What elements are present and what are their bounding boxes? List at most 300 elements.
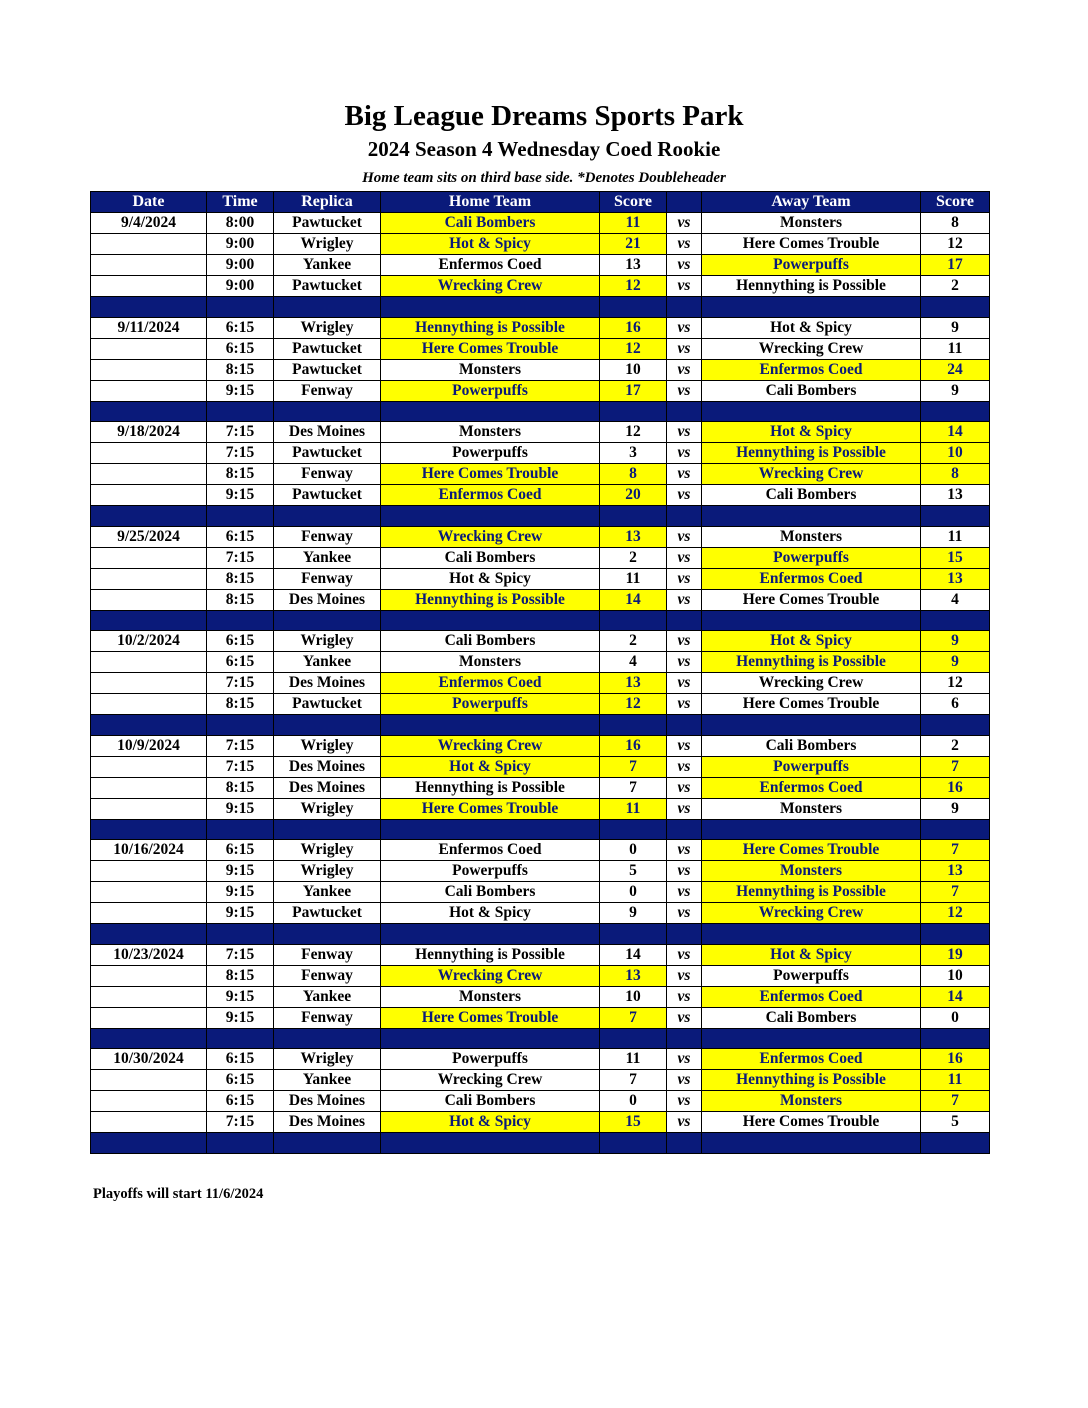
vs-label: vs	[667, 338, 702, 359]
separator-cell	[207, 819, 274, 840]
game-field: Des Moines	[274, 777, 381, 798]
col-header-time: Time	[207, 192, 274, 213]
away-team: Cali Bombers	[702, 1007, 921, 1028]
home-score: 11	[600, 568, 667, 589]
game-time: 6:15	[207, 840, 274, 861]
home-team: Here Comes Trouble	[381, 1007, 600, 1028]
game-field: Yankee	[274, 882, 381, 903]
vs-label: vs	[667, 464, 702, 485]
separator-cell	[600, 297, 667, 318]
away-score: 7	[921, 882, 990, 903]
home-score: 12	[600, 338, 667, 359]
separator-cell	[667, 297, 702, 318]
game-date: 9/18/2024	[91, 422, 207, 443]
away-score: 12	[921, 673, 990, 694]
home-team: Hot & Spicy	[381, 234, 600, 255]
col-header-vs	[667, 192, 702, 213]
game-time: 7:15	[207, 422, 274, 443]
game-time: 6:15	[207, 317, 274, 338]
home-team: Cali Bombers	[381, 882, 600, 903]
away-score: 8	[921, 213, 990, 234]
game-date	[91, 485, 207, 506]
game-field: Fenway	[274, 965, 381, 986]
page-subtitle: 2024 Season 4 Wednesday Coed Rookie	[367, 137, 721, 161]
game-time: 7:15	[207, 443, 274, 464]
away-team: Hot & Spicy	[702, 422, 921, 443]
game-date	[91, 756, 207, 777]
vs-label: vs	[667, 944, 702, 965]
vs-label: vs	[667, 735, 702, 756]
game-field: Pawtucket	[274, 359, 381, 380]
game-field: Yankee	[274, 652, 381, 673]
game-date: 10/2/2024	[91, 631, 207, 652]
home-score: 2	[600, 547, 667, 568]
away-team: Enfermos Coed	[702, 359, 921, 380]
game-date	[91, 1070, 207, 1091]
table-row	[91, 317, 990, 338]
home-score: 16	[600, 735, 667, 756]
separator-cell	[702, 1028, 921, 1049]
home-team: Enfermos Coed	[381, 840, 600, 861]
game-date: 10/30/2024	[91, 1049, 207, 1070]
game-date	[91, 568, 207, 589]
game-field: Des Moines	[274, 1112, 381, 1133]
game-time: 9:15	[207, 798, 274, 819]
separator-cell	[274, 610, 381, 631]
separator-cell	[600, 1028, 667, 1049]
game-date	[91, 1007, 207, 1028]
col-header-away-score: Score	[921, 192, 990, 213]
home-score: 16	[600, 317, 667, 338]
table-row	[91, 965, 990, 986]
separator-cell	[667, 1133, 702, 1154]
away-team: Hot & Spicy	[702, 944, 921, 965]
home-score: 7	[600, 756, 667, 777]
separator-cell	[600, 401, 667, 422]
vs-label: vs	[667, 547, 702, 568]
home-team: Hennything is Possible	[381, 944, 600, 965]
game-date	[91, 276, 207, 297]
separator-cell	[91, 401, 207, 422]
separator-cell	[381, 1133, 600, 1154]
separator-cell	[381, 715, 600, 736]
away-score: 11	[921, 338, 990, 359]
table-row	[91, 861, 990, 882]
separator-cell	[91, 819, 207, 840]
home-score: 12	[600, 422, 667, 443]
home-score: 7	[600, 1007, 667, 1028]
game-time: 8:15	[207, 568, 274, 589]
table-row	[91, 589, 990, 610]
home-team: Enfermos Coed	[381, 485, 600, 506]
vs-label: vs	[667, 882, 702, 903]
game-date	[91, 673, 207, 694]
separator-cell	[921, 506, 990, 527]
game-time: 6:15	[207, 631, 274, 652]
away-score: 12	[921, 903, 990, 924]
vs-label: vs	[667, 798, 702, 819]
away-score: 10	[921, 443, 990, 464]
game-field: Des Moines	[274, 756, 381, 777]
table-row	[91, 547, 990, 568]
vs-label: vs	[667, 317, 702, 338]
game-field: Wrigley	[274, 798, 381, 819]
separator-cell	[207, 1028, 274, 1049]
game-field: Pawtucket	[274, 694, 381, 715]
away-team: Powerpuffs	[702, 255, 921, 276]
away-team: Hennything is Possible	[702, 882, 921, 903]
game-field: Yankee	[274, 547, 381, 568]
home-team: Enfermos Coed	[381, 255, 600, 276]
away-score: 7	[921, 840, 990, 861]
game-field: Des Moines	[274, 422, 381, 443]
separator-cell	[921, 610, 990, 631]
away-team: Hennything is Possible	[702, 1070, 921, 1091]
game-date	[91, 694, 207, 715]
away-score: 14	[921, 986, 990, 1007]
col-header-away-team: Away Team	[702, 192, 921, 213]
vs-label: vs	[667, 694, 702, 715]
game-field: Fenway	[274, 1007, 381, 1028]
week-separator-row	[91, 506, 990, 527]
away-team: Cali Bombers	[702, 485, 921, 506]
separator-cell	[381, 924, 600, 945]
vs-label: vs	[667, 380, 702, 401]
table-row	[91, 882, 990, 903]
game-time: 7:15	[207, 673, 274, 694]
game-time: 9:15	[207, 882, 274, 903]
separator-cell	[207, 401, 274, 422]
game-time: 9:15	[207, 861, 274, 882]
table-row	[91, 213, 990, 234]
separator-cell	[381, 1028, 600, 1049]
table-row	[91, 276, 990, 297]
away-score: 8	[921, 464, 990, 485]
game-time: 9:15	[207, 986, 274, 1007]
week-separator-row	[91, 1133, 990, 1154]
table-row	[91, 944, 990, 965]
away-score: 7	[921, 756, 990, 777]
vs-label: vs	[667, 673, 702, 694]
table-row	[91, 234, 990, 255]
away-team: Here Comes Trouble	[702, 589, 921, 610]
away-team: Cali Bombers	[702, 380, 921, 401]
game-date	[91, 338, 207, 359]
separator-cell	[702, 506, 921, 527]
away-team: Wrecking Crew	[702, 464, 921, 485]
table-row	[91, 1091, 990, 1112]
home-team: Monsters	[381, 652, 600, 673]
home-score: 3	[600, 443, 667, 464]
game-field: Des Moines	[274, 1091, 381, 1112]
vs-label: vs	[667, 443, 702, 464]
separator-cell	[702, 819, 921, 840]
table-row	[91, 840, 990, 861]
vs-label: vs	[667, 422, 702, 443]
separator-cell	[667, 924, 702, 945]
table-row	[91, 464, 990, 485]
home-team: Here Comes Trouble	[381, 464, 600, 485]
separator-cell	[207, 610, 274, 631]
game-field: Wrigley	[274, 840, 381, 861]
away-score: 2	[921, 276, 990, 297]
vs-label: vs	[667, 1007, 702, 1028]
game-field: Fenway	[274, 568, 381, 589]
table-row	[91, 631, 990, 652]
vs-label: vs	[667, 1070, 702, 1091]
game-field: Des Moines	[274, 673, 381, 694]
game-time: 6:15	[207, 1091, 274, 1112]
home-score: 13	[600, 526, 667, 547]
vs-label: vs	[667, 568, 702, 589]
header-note: Home team sits on third base side. *Denotes Doubleheader	[362, 170, 726, 186]
table-row	[91, 338, 990, 359]
vs-label: vs	[667, 756, 702, 777]
game-field: Pawtucket	[274, 213, 381, 234]
vs-label: vs	[667, 652, 702, 673]
game-date	[91, 234, 207, 255]
separator-cell	[702, 401, 921, 422]
game-date	[91, 986, 207, 1007]
game-field: Pawtucket	[274, 485, 381, 506]
vs-label: vs	[667, 526, 702, 547]
away-score: 10	[921, 965, 990, 986]
away-score: 5	[921, 1112, 990, 1133]
game-field: Wrigley	[274, 317, 381, 338]
game-date	[91, 464, 207, 485]
table-row	[91, 1007, 990, 1028]
vs-label: vs	[667, 861, 702, 882]
home-team: Hennything is Possible	[381, 777, 600, 798]
separator-cell	[274, 1133, 381, 1154]
away-score: 9	[921, 631, 990, 652]
home-score: 21	[600, 234, 667, 255]
home-score: 7	[600, 1070, 667, 1091]
game-time: 7:15	[207, 547, 274, 568]
week-separator-row	[91, 1028, 990, 1049]
separator-cell	[702, 715, 921, 736]
vs-label: vs	[667, 1112, 702, 1133]
away-team: Here Comes Trouble	[702, 694, 921, 715]
separator-cell	[600, 715, 667, 736]
home-team: Monsters	[381, 986, 600, 1007]
away-team: Powerpuffs	[702, 756, 921, 777]
vs-label: vs	[667, 359, 702, 380]
game-time: 9:15	[207, 1007, 274, 1028]
table-row	[91, 652, 990, 673]
home-team: Wrecking Crew	[381, 276, 600, 297]
schedule-body	[91, 213, 990, 1154]
home-score: 14	[600, 944, 667, 965]
separator-cell	[91, 1133, 207, 1154]
game-time: 7:15	[207, 944, 274, 965]
game-date	[91, 861, 207, 882]
separator-cell	[274, 297, 381, 318]
vs-label: vs	[667, 213, 702, 234]
home-team: Wrecking Crew	[381, 526, 600, 547]
separator-cell	[600, 1133, 667, 1154]
table-row	[91, 422, 990, 443]
away-score: 9	[921, 317, 990, 338]
table-row	[91, 1049, 990, 1070]
home-team: Cali Bombers	[381, 1091, 600, 1112]
game-field: Wrigley	[274, 631, 381, 652]
table-row	[91, 359, 990, 380]
home-score: 20	[600, 485, 667, 506]
game-field: Pawtucket	[274, 903, 381, 924]
week-separator-row	[91, 297, 990, 318]
away-score: 16	[921, 1049, 990, 1070]
home-team: Here Comes Trouble	[381, 338, 600, 359]
away-team: Here Comes Trouble	[702, 234, 921, 255]
separator-cell	[921, 715, 990, 736]
game-time: 6:15	[207, 526, 274, 547]
separator-cell	[207, 1133, 274, 1154]
home-team: Hennything is Possible	[381, 589, 600, 610]
week-separator-row	[91, 715, 990, 736]
game-field: Fenway	[274, 944, 381, 965]
away-score: 0	[921, 1007, 990, 1028]
home-score: 2	[600, 631, 667, 652]
game-field: Yankee	[274, 1070, 381, 1091]
vs-label: vs	[667, 1091, 702, 1112]
home-score: 17	[600, 380, 667, 401]
game-date	[91, 359, 207, 380]
game-date	[91, 1112, 207, 1133]
col-header-home-score: Score	[600, 192, 667, 213]
separator-cell	[381, 506, 600, 527]
separator-cell	[667, 715, 702, 736]
game-date: 10/23/2024	[91, 944, 207, 965]
separator-cell	[667, 506, 702, 527]
home-score: 12	[600, 276, 667, 297]
table-row	[91, 735, 990, 756]
separator-cell	[207, 506, 274, 527]
home-team: Hot & Spicy	[381, 756, 600, 777]
game-time: 6:15	[207, 1070, 274, 1091]
away-score: 7	[921, 1091, 990, 1112]
table-row	[91, 694, 990, 715]
game-date: 9/25/2024	[91, 526, 207, 547]
game-time: 9:15	[207, 380, 274, 401]
game-time: 6:15	[207, 652, 274, 673]
home-score: 0	[600, 840, 667, 861]
separator-cell	[381, 401, 600, 422]
game-date	[91, 903, 207, 924]
game-date: 10/16/2024	[91, 840, 207, 861]
separator-cell	[91, 924, 207, 945]
game-field: Yankee	[274, 986, 381, 1007]
col-header-home-team: Home Team	[381, 192, 600, 213]
away-team: Wrecking Crew	[702, 338, 921, 359]
home-score: 10	[600, 986, 667, 1007]
separator-cell	[91, 1028, 207, 1049]
game-field: Fenway	[274, 526, 381, 547]
separator-cell	[667, 401, 702, 422]
game-field: Pawtucket	[274, 338, 381, 359]
separator-cell	[91, 506, 207, 527]
game-field: Fenway	[274, 380, 381, 401]
game-time: 6:15	[207, 1049, 274, 1070]
home-score: 13	[600, 965, 667, 986]
away-score: 15	[921, 547, 990, 568]
col-header-replica: Replica	[274, 192, 381, 213]
game-field: Wrigley	[274, 234, 381, 255]
home-team: Monsters	[381, 359, 600, 380]
separator-cell	[274, 1028, 381, 1049]
separator-cell	[667, 819, 702, 840]
game-field: Wrigley	[274, 861, 381, 882]
home-score: 4	[600, 652, 667, 673]
separator-cell	[381, 297, 600, 318]
game-date	[91, 798, 207, 819]
vs-label: vs	[667, 234, 702, 255]
home-team: Hot & Spicy	[381, 1112, 600, 1133]
game-date	[91, 589, 207, 610]
game-time: 8:15	[207, 359, 274, 380]
schedule-table	[90, 191, 990, 1154]
away-score: 17	[921, 255, 990, 276]
game-time: 7:15	[207, 756, 274, 777]
away-score: 14	[921, 422, 990, 443]
away-score: 13	[921, 568, 990, 589]
away-team: Wrecking Crew	[702, 673, 921, 694]
game-time: 9:00	[207, 276, 274, 297]
vs-label: vs	[667, 276, 702, 297]
separator-cell	[274, 819, 381, 840]
separator-cell	[207, 715, 274, 736]
away-score: 9	[921, 652, 990, 673]
separator-cell	[274, 924, 381, 945]
away-score: 9	[921, 798, 990, 819]
away-score: 11	[921, 1070, 990, 1091]
home-team: Hot & Spicy	[381, 568, 600, 589]
week-separator-row	[91, 924, 990, 945]
table-row	[91, 986, 990, 1007]
away-team: Enfermos Coed	[702, 1049, 921, 1070]
vs-label: vs	[667, 1049, 702, 1070]
away-score: 6	[921, 694, 990, 715]
game-time: 8:15	[207, 777, 274, 798]
game-date: 9/11/2024	[91, 317, 207, 338]
away-team: Powerpuffs	[702, 965, 921, 986]
home-score: 9	[600, 903, 667, 924]
away-team: Here Comes Trouble	[702, 1112, 921, 1133]
home-score: 13	[600, 255, 667, 276]
home-score: 12	[600, 694, 667, 715]
home-team: Powerpuffs	[381, 380, 600, 401]
separator-cell	[600, 924, 667, 945]
col-header-date: Date	[91, 192, 207, 213]
game-date	[91, 255, 207, 276]
game-date	[91, 380, 207, 401]
home-score: 8	[600, 464, 667, 485]
away-score: 16	[921, 777, 990, 798]
away-team: Enfermos Coed	[702, 777, 921, 798]
away-team: Here Comes Trouble	[702, 840, 921, 861]
game-date: 9/4/2024	[91, 213, 207, 234]
game-time: 8:15	[207, 694, 274, 715]
separator-cell	[667, 610, 702, 631]
away-team: Monsters	[702, 1091, 921, 1112]
vs-label: vs	[667, 840, 702, 861]
home-team: Wrecking Crew	[381, 1070, 600, 1091]
separator-cell	[381, 610, 600, 631]
home-score: 13	[600, 673, 667, 694]
separator-cell	[207, 924, 274, 945]
away-team: Enfermos Coed	[702, 986, 921, 1007]
vs-label: vs	[667, 485, 702, 506]
